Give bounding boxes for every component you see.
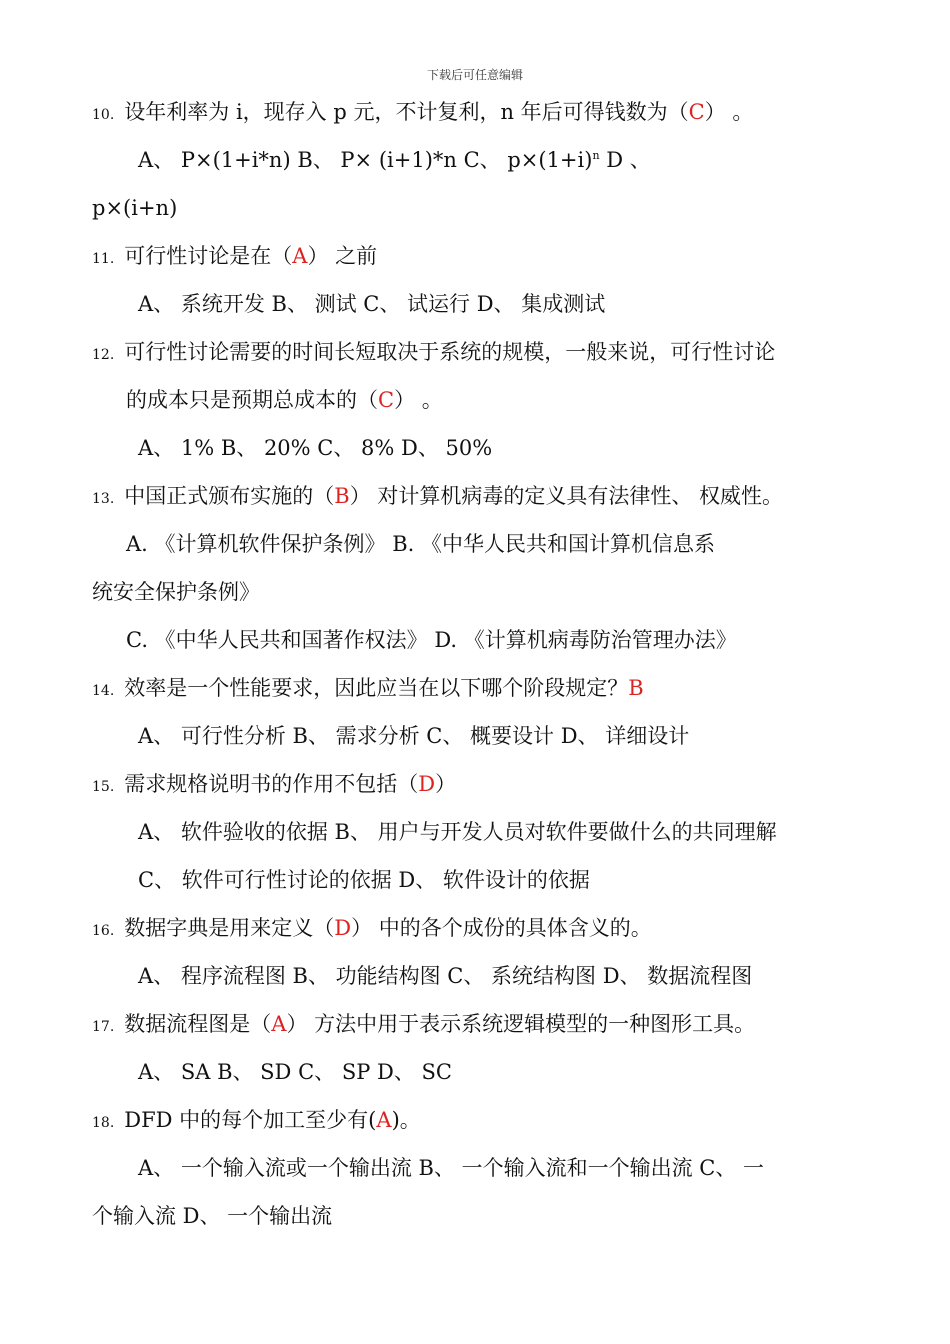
- answer-mark: C: [688, 100, 705, 124]
- question-14: [92, 674, 644, 705]
- question-15: [92, 770, 456, 801]
- question-13-option-c: C. 《中华人民共和国著作权法》 D. 《计算机病毒防治管理办法》: [126, 628, 737, 652]
- question-text-end: ） 之前: [307, 244, 378, 268]
- question-15-options-cont: C、 软件可行性讨论的依据 D、 软件设计的依据: [138, 868, 590, 892]
- question-text: 设年利率为 i，现存入 p 元，不计复利，n 年后可得钱数为（: [124, 100, 689, 124]
- answer-mark: B: [334, 484, 350, 508]
- question-16: [92, 914, 652, 945]
- question-number: 11.: [92, 251, 115, 267]
- question-number: 18.: [92, 1115, 115, 1131]
- question-16-options: A、 程序流程图 B、 功能结构图 C、 系统结构图 D、 数据流程图: [138, 964, 753, 988]
- answer-mark: B: [628, 676, 644, 700]
- answer-mark: D: [334, 916, 352, 940]
- question-13: [92, 482, 783, 513]
- question-number: 16.: [92, 923, 115, 939]
- question-text-end: ） 方法中用于表示系统逻辑模型的一种图形工具。: [286, 1012, 756, 1036]
- options-text-end: D 、: [599, 148, 651, 172]
- question-11-options: A、 系统开发 B、 测试 C、 试运行 D、 集成测试: [138, 292, 606, 316]
- question-text: 需求规格说明书的作用不包括（: [124, 772, 419, 796]
- question-text: 可行性讨论是在（: [124, 244, 293, 268]
- question-text-end: ） 。: [394, 388, 443, 412]
- question-10: [92, 98, 753, 129]
- answer-mark: A: [292, 244, 308, 268]
- question-12: [92, 338, 775, 369]
- answer-mark: A: [271, 1012, 287, 1036]
- question-13-option-a-cont: 统安全保护条例》: [92, 580, 260, 604]
- question-number: 14.: [92, 683, 115, 699]
- question-text: 的成本只是预期总成本的（: [126, 388, 378, 412]
- question-13-option-a: A. 《计算机软件保护条例》 B. 《中华人民共和国计算机信息系: [126, 532, 715, 556]
- question-text-end: ） 中的各个成份的具体含义的。: [351, 916, 652, 940]
- question-text: 可行性讨论需要的时间长短取决于系统的规模，一般来说，可行性讨论: [124, 340, 776, 364]
- question-text: 数据字典是用来定义（: [124, 916, 335, 940]
- question-number: 10.: [92, 107, 115, 123]
- question-number: 12.: [92, 347, 115, 363]
- question-text-end: ）: [435, 772, 457, 796]
- question-text-end: ） 。: [704, 100, 754, 124]
- page-header: 下载后可任意编辑: [426, 68, 523, 82]
- question-17-options: A、 SA B、 SD C、 SP D、 SC: [138, 1060, 452, 1084]
- question-15-options: A、 软件验收的依据 B、 用户与开发人员对软件要做什么的共同理解: [138, 820, 777, 844]
- question-text: 数据流程图是（: [124, 1012, 272, 1036]
- options-text: A、 P×(1+i*n) B、 P× (i+1)*n C、 p×(1+i): [138, 148, 593, 172]
- question-text: 效率是一个性能要求，因此应当在以下哪个阶段规定？: [124, 676, 629, 700]
- question-18: [92, 1106, 421, 1137]
- question-14-options: A、 可行性分析 B、 需求分析 C、 概要设计 D、 详细设计: [138, 724, 690, 748]
- question-18-options: A、 一个输入流或一个输出流 B、 一个输入流和一个输出流 C、 一: [138, 1156, 765, 1180]
- question-12-cont: [126, 386, 443, 414]
- answer-mark: C: [378, 388, 395, 412]
- question-12-options: A、 1% B、 20% C、 8% D、 50%: [138, 436, 493, 460]
- question-number: 13.: [92, 491, 115, 507]
- answer-mark: A: [376, 1108, 392, 1132]
- question-text: 中国正式颁布实施的（: [124, 484, 335, 508]
- question-10-options-cont: p×(i+n): [92, 196, 178, 220]
- question-text: DFD 中的每个加工至少有(: [124, 1108, 377, 1132]
- question-10-options: [138, 146, 651, 174]
- question-number: 17.: [92, 1019, 115, 1035]
- question-text-end: )。: [391, 1108, 421, 1132]
- superscript: n: [592, 149, 600, 162]
- question-11: [92, 242, 377, 273]
- question-18-options-cont: 个输入流 D、 一个输出流: [92, 1204, 333, 1228]
- question-number: 15.: [92, 779, 115, 795]
- question-17: [92, 1010, 755, 1041]
- question-text-end: ） 对计算机病毒的定义具有法律性、 权威性。: [349, 484, 784, 508]
- answer-mark: D: [418, 772, 436, 796]
